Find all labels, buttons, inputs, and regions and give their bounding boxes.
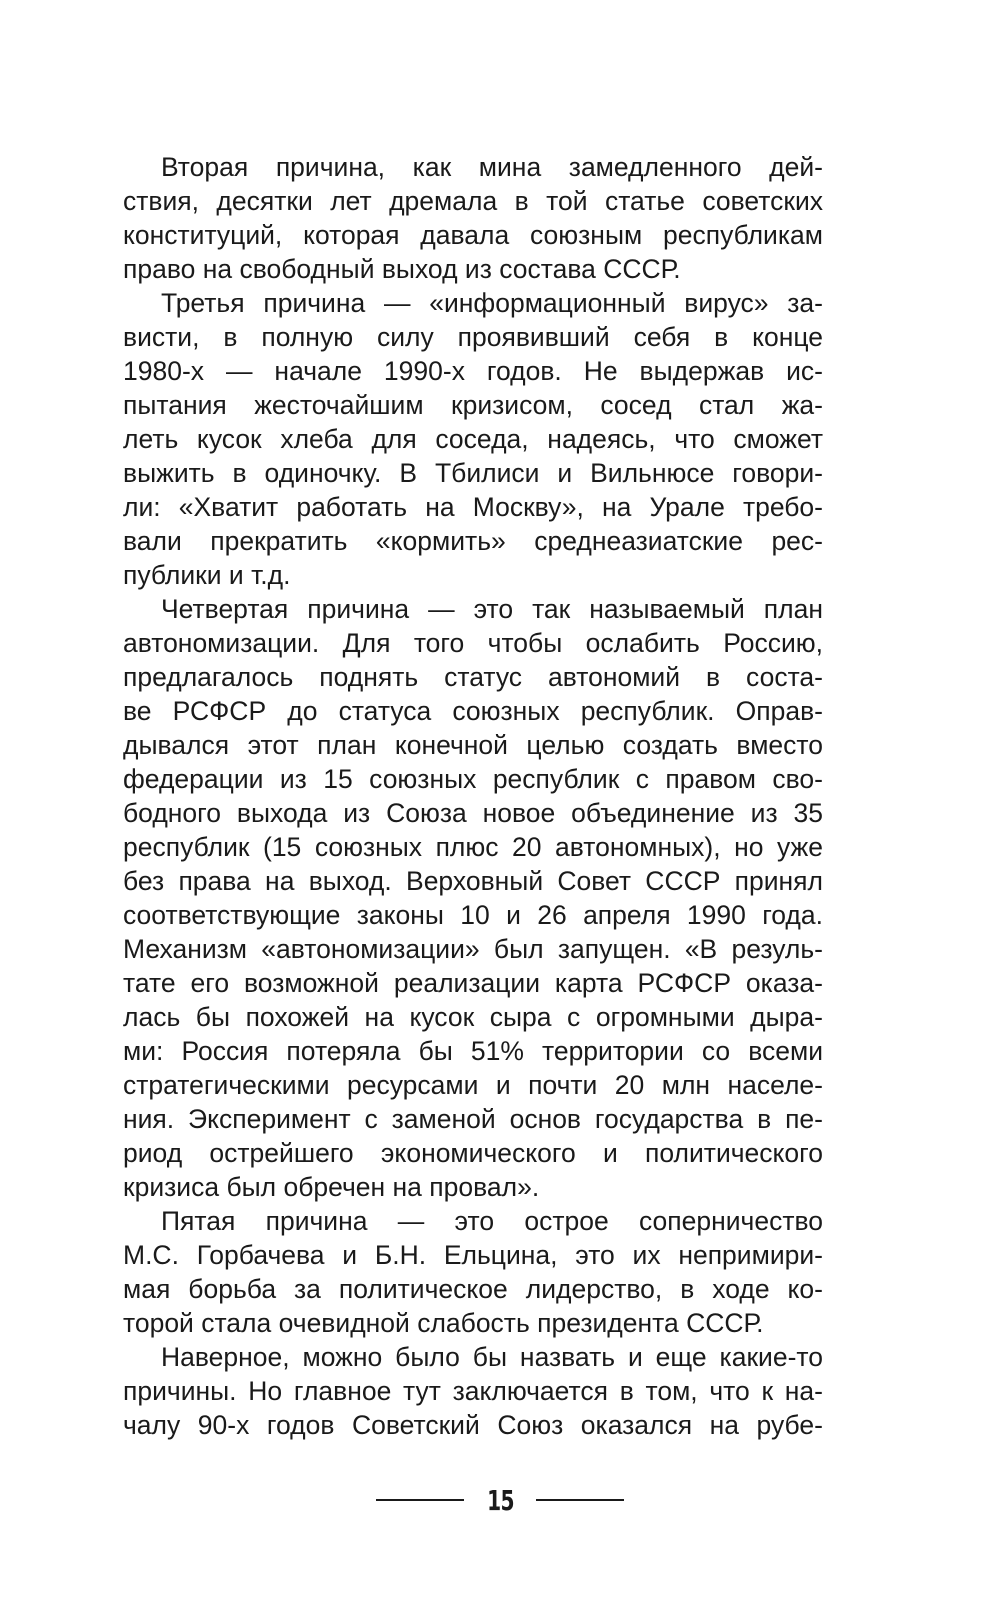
text-line: торой стала очевидной слабость президента СССР. xyxy=(123,1308,764,1338)
text-line: М.С. Горбачева и Б.Н. Ельцина, это их непримири- xyxy=(123,1240,823,1270)
paragraph-fourth-reason xyxy=(123,592,823,1204)
paragraph-conclusion xyxy=(123,1340,823,1442)
text-line: стратегическими ресурсами и почти 20 млн населе- xyxy=(123,1070,823,1100)
page-footer xyxy=(0,1480,1000,1520)
text-line: бодного выхода из Союза новое объединение из 35 xyxy=(123,798,823,828)
text-line: предлагалось поднять статус автономий в соста- xyxy=(123,662,823,692)
text-line: 1980-х — начале 1990-х годов. Не выдержав ис- xyxy=(123,356,823,386)
text-line: соответствующие законы 10 и 26 апреля 1990 года. xyxy=(123,900,823,930)
text-line: вали прекратить «кормить» среднеазиатские рес- xyxy=(123,526,823,556)
text-line: без права на выход. Верховный Совет СССР принял xyxy=(123,866,823,896)
text-line: автономизации. Для того чтобы ослабить Россию, xyxy=(123,628,823,658)
text-line: Четвертая причина — это так называемый план xyxy=(161,594,823,624)
text-line: леть кусок хлеба для соседа, надеясь, что сможет xyxy=(123,424,823,454)
text-line: чалу 90-х годов Советский Союз оказался на рубе- xyxy=(123,1410,823,1440)
text-line: федерации из 15 союзных республик с правом сво- xyxy=(123,764,823,794)
text-line: мая борьба за политическое лидерство, в ходе ко- xyxy=(123,1274,823,1304)
footer-rule-left xyxy=(376,1499,464,1501)
text-line: кризиса был обречен на провал». xyxy=(123,1172,540,1202)
text-line: конституций, которая давала союзным республикам xyxy=(123,220,823,250)
text-line: риод острейшего экономического и политического xyxy=(123,1138,823,1168)
text-line: Вторая причина, как мина замедленного дей- xyxy=(161,152,823,182)
text-line: ли: «Хватит работать на Москву», на Урале требо- xyxy=(123,492,823,522)
text-line: Третья причина — «информационный вирус» за- xyxy=(161,288,823,318)
text-line: право на свободный выход из состава СССР. xyxy=(123,254,681,284)
text-line: ния. Эксперимент с заменой основ государства в пе- xyxy=(123,1104,823,1134)
body-text xyxy=(123,150,823,1442)
text-line: причины. Но главное тут заключается в том, что к на- xyxy=(123,1376,823,1406)
text-line: Пятая причина — это острое соперничество xyxy=(161,1206,823,1236)
text-line: публики и т.д. xyxy=(123,560,291,590)
paragraph-fifth-reason xyxy=(123,1204,823,1340)
text-line: тате его возможной реализации карта РСФСР оказа- xyxy=(123,968,823,998)
text-line: лась бы похожей на кусок сыра с огромными дыра- xyxy=(123,1002,823,1032)
text-line: висти, в полную силу проявивший себя в конце xyxy=(123,322,823,352)
text-line: Механизм «автономизации» был запущен. «В резуль- xyxy=(123,934,823,964)
text-line: Наверное, можно было бы назвать и еще какие-то xyxy=(161,1342,823,1372)
text-line: ми: Россия потеряла бы 51% территории со всеми xyxy=(123,1036,823,1066)
paragraph-third-reason xyxy=(123,286,823,592)
footer-rule-right xyxy=(536,1499,624,1501)
page-number: 15 xyxy=(486,1483,514,1517)
text-line: выжить в одиночку. В Тбилиси и Вильнюсе говори- xyxy=(123,458,823,488)
text-line: ве РСФСР до статуса союзных республик. Оправ- xyxy=(123,696,823,726)
text-line: пытания жесточайшим кризисом, сосед стал жа- xyxy=(123,390,823,420)
text-line: республик (15 союзных плюс 20 автономных), но уже xyxy=(123,832,823,862)
paragraph-second-reason xyxy=(123,150,823,286)
text-line: ствия, десятки лет дремала в той статье советских xyxy=(123,186,823,216)
text-line: дывался этот план конечной целью создать вместо xyxy=(123,730,823,760)
